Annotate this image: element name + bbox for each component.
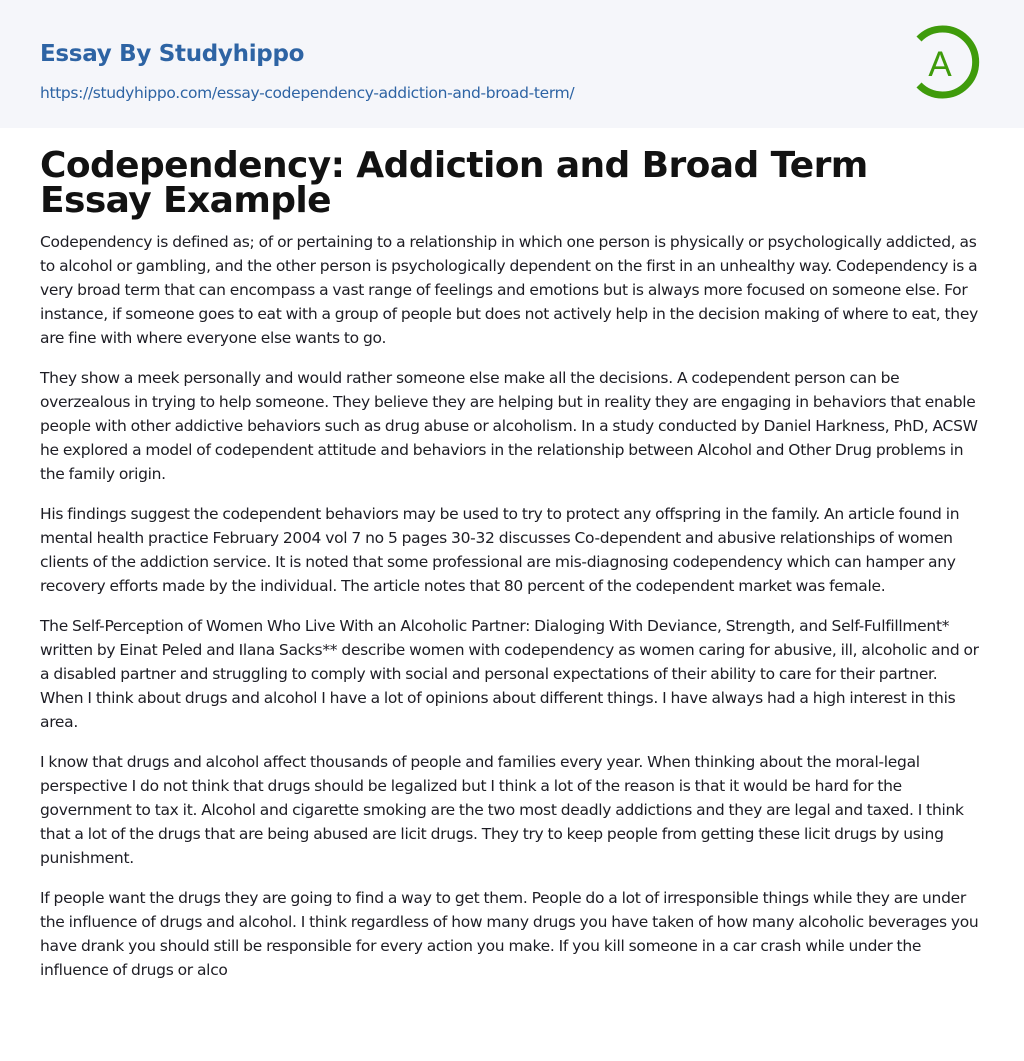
logo-a-circle-icon <box>912 19 986 105</box>
essay-body <box>40 230 984 982</box>
essay-paragraph: They show a meek personally and would rather someone else make all the decisions. A codependent person can be overzealous in trying to help someone. They believe they are helping but in reality they are engaging in behaviors that enable people with other addictive behaviors such as drug abuse or alcoholism. In a study conducted by Daniel Harkness, PhD, ACSW he explored a model of codependent attitude and behaviors in the relationship between Alcohol and Other Drug problems in the family origin. <box>40 369 978 483</box>
essay-paragraph: I know that drugs and alcohol affect thousands of people and families every year. When thinking about the moral-legal perspective I do not think that drugs should be legalized but I think a lot of the reason is that it would be hard for the government to tax it. Alcohol and cigarette smoking are the two most deadly addictions and they are legal and taxed. I think that a lot of the drugs that are being abused are licit drugs. They try to keep people from getting these licit drugs by using punishment. <box>40 753 964 867</box>
source-url-link[interactable]: https://studyhippo.com/essay-codependency-addiction-and-broad-term/ <box>40 84 575 102</box>
svg-text:A: A <box>928 45 952 84</box>
site-brand[interactable]: Essay By Studyhippo <box>40 41 305 67</box>
essay-paragraph: Codependency is defined as; of or pertaining to a relationship in which one person is physically or psychologically addicted, as to alcohol or gambling, and the other person is psychologically dependent on the first in an unhealthy way. Codependency is a very broad term that can encompass a vast range of feelings and emotions but is always more focused on someone else. For instance, if someone goes to eat with a group of people but does not actively help in the decision making of where to eat, they are fine with where everyone else wants to go. <box>40 233 978 347</box>
studyhippo-logo[interactable] <box>912 19 986 105</box>
essay-paragraph: If people want the drugs they are going to find a way to get them. People do a lot of irresponsible things while they are under the influence of drugs and alcohol. I think regardless of how many drugs you have taken of how many alcoholic beverages you have drank you should still be responsible for every action you make. If you kill someone in a car crash while under the influence of drugs or alco <box>40 889 979 979</box>
site-header <box>0 0 1024 128</box>
essay-paragraph: His findings suggest the codependent behaviors may be used to try to protect any offspring in the family. An article found in mental health practice February 2004 vol 7 no 5 pages 30-32 discusses Co-dependent and abusive relationships of women clients of the addiction service. It is noted that some professional are mis-diagnosing codependency which can hamper any recovery efforts made by the individual. The article notes that 80 percent of the codependent market was female. <box>40 505 960 595</box>
page-title: Codependency: Addiction and Broad Term Essay Example <box>40 145 868 221</box>
essay-paragraph: The Self-Perception of Women Who Live With an Alcoholic Partner: Dialoging With Deviance, Strength, and Self-Fulfillment* written by Einat Peled and Ilana Sacks** describe women with codependency as women caring for abusive, ill, alcoholic and or a disabled partner and struggling to comply with social and personal expectations of their ability to care for their partner. When I think about drugs and alcohol I have a lot of opinions about different things. I have always had a high interest in this area. <box>40 617 979 731</box>
essay-content <box>0 145 1024 982</box>
